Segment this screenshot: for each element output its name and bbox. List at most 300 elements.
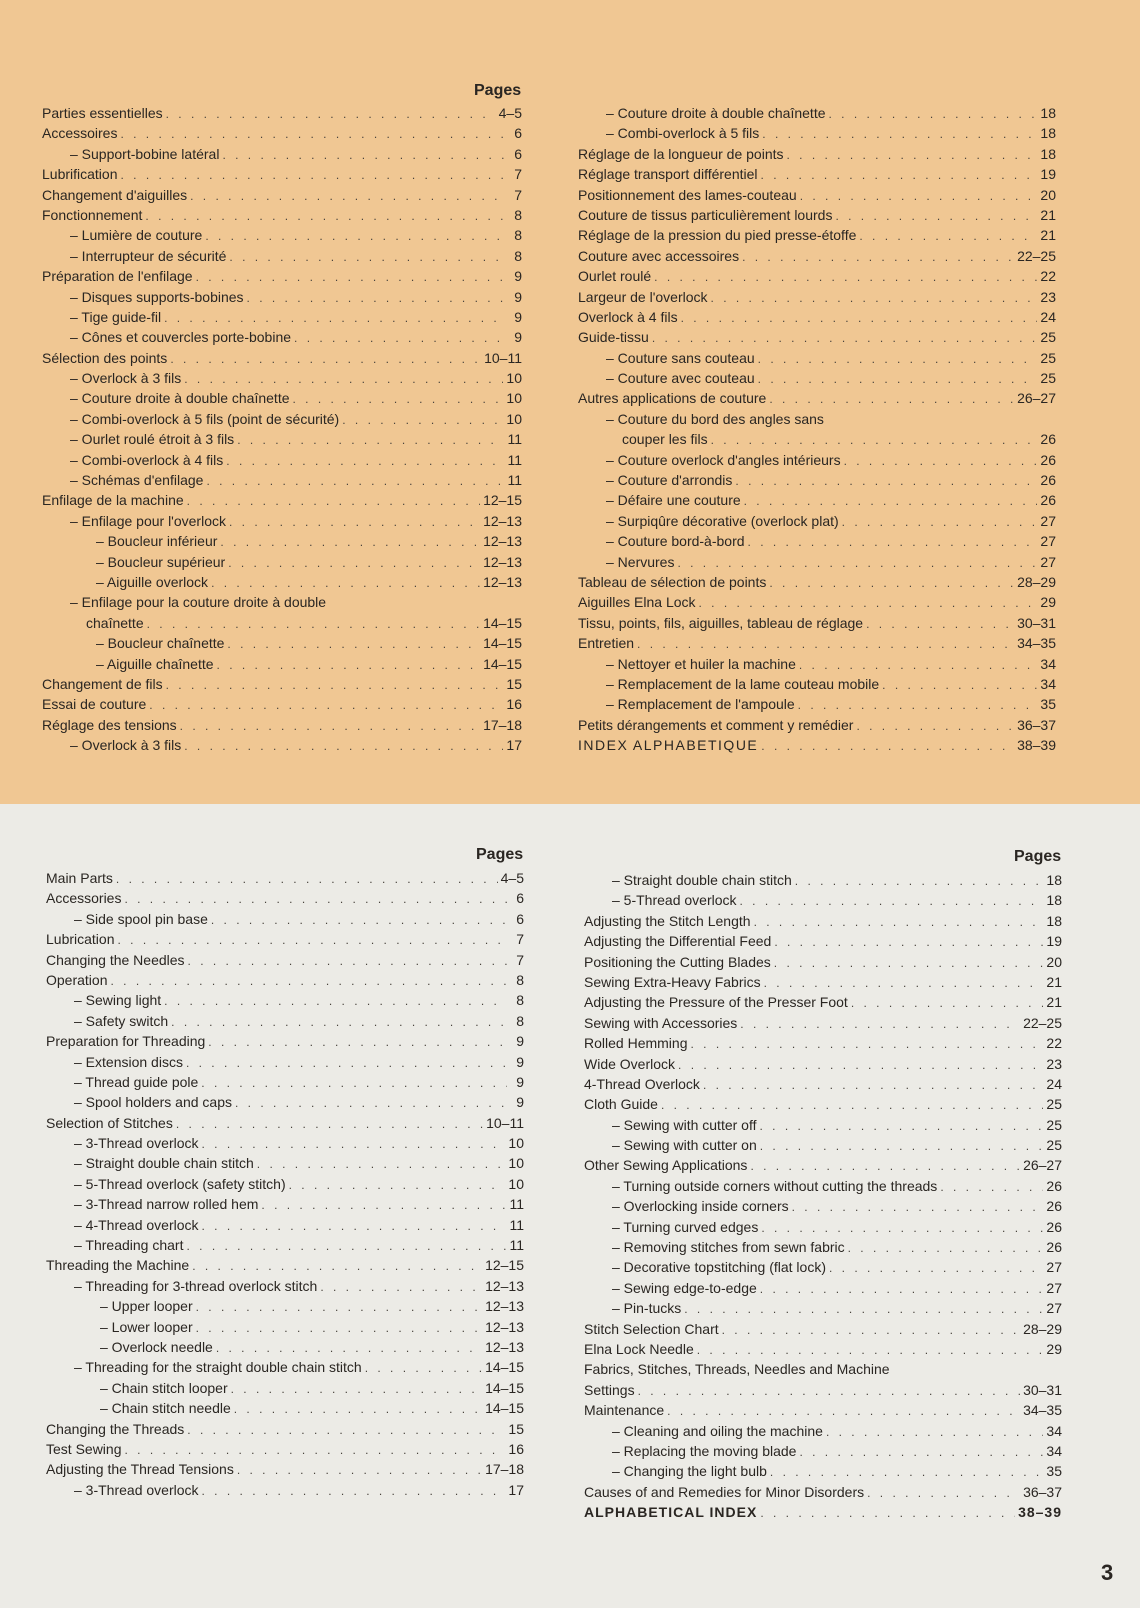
toc-entry-page: 19: [1046, 933, 1062, 950]
toc-entry-page: 21: [1046, 994, 1062, 1011]
toc-entry: [578, 654, 1056, 674]
toc-entry-title: – Aiguille chaînette: [96, 655, 214, 672]
toc-entry-title: 4-Thread Overlock: [584, 1075, 700, 1092]
toc-entry-page: 26–27: [1023, 1157, 1062, 1174]
toc-entry-title: Cloth Guide: [584, 1096, 658, 1113]
dot-leader: [237, 430, 504, 449]
toc-entry-page: 34: [1046, 1422, 1062, 1439]
dot-leader: [184, 736, 503, 755]
toc-entry: [584, 1237, 1062, 1257]
toc-entry-title: – Overlock à 3 fils: [70, 737, 182, 754]
dot-leader: [851, 993, 1044, 1012]
toc-entry-title: – Tige guide-fil: [70, 308, 162, 325]
toc-entry-title: Petits dérangements et comment y remédier: [578, 716, 854, 733]
toc-entry-title: – Decorative topstitching (flat lock): [612, 1259, 826, 1276]
toc-entry: [42, 592, 522, 612]
toc-entry-page: 38–39: [1017, 737, 1056, 754]
toc-entry: [42, 450, 522, 470]
toc-entry: [46, 1174, 524, 1194]
toc-entry-title: – Lumière de couture: [70, 227, 203, 244]
toc-entry-title: Adjusting the Differential Feed: [584, 933, 772, 950]
toc-entry: [578, 185, 1056, 205]
dot-leader: [147, 614, 480, 633]
toc-entry-page: 16: [508, 1440, 524, 1457]
toc-entry: [584, 1441, 1062, 1461]
toc-entry: [42, 470, 522, 490]
toc-entry-page: 23: [1040, 288, 1056, 305]
toc-entry-page: 18: [1040, 125, 1056, 142]
toc-entry-title: Selection of Stitches: [46, 1114, 173, 1131]
toc-entry: [42, 327, 522, 347]
toc-entry: [584, 1074, 1062, 1094]
toc-entry: [584, 1094, 1062, 1114]
toc-entry-page: 14–15: [485, 1359, 524, 1376]
dot-leader: [940, 1177, 1043, 1196]
dot-leader: [795, 871, 1044, 890]
toc-entry: [584, 1013, 1062, 1033]
toc-entry: [46, 1215, 524, 1235]
toc-entry-title: Autres applications de couture: [578, 390, 767, 407]
pages-heading-en-right: Pages: [1014, 848, 1062, 865]
toc-entry-page: 10–11: [486, 1114, 524, 1131]
toc-entry: [578, 429, 1056, 449]
dot-leader: [187, 1420, 505, 1439]
toc-entry-title: – Disques supports-bobines: [70, 288, 244, 305]
dot-leader: [289, 1175, 506, 1194]
toc-entry-title: Preparation for Threading: [46, 1033, 206, 1050]
dot-leader: [769, 573, 1014, 592]
toc-entry-page: 26–27: [1017, 390, 1056, 407]
toc-entry-title: – Combi-overlock à 5 fils (point de sécurité): [70, 410, 340, 427]
dot-leader: [149, 695, 503, 714]
toc-entry-page: 10: [506, 370, 522, 387]
toc-entry-title: Réglage des tensions: [42, 716, 177, 733]
toc-entry-title: – 3-Thread overlock: [74, 1135, 199, 1152]
toc-column-fr-left: [42, 103, 522, 756]
toc-entry-title: Changement d'aiguilles: [42, 186, 188, 203]
dot-leader: [228, 553, 480, 572]
dot-leader: [124, 889, 507, 908]
toc-entry: [42, 613, 522, 633]
toc-entry-page: 21: [1040, 227, 1056, 244]
toc-entry-title: Changement de fils: [42, 675, 163, 692]
dot-leader: [261, 1195, 506, 1214]
dot-leader: [220, 532, 480, 551]
toc-entry-page: 17–18: [485, 1461, 524, 1478]
toc-entry-title: – Combi-overlock à 5 fils: [606, 125, 760, 142]
toc-entry-page: 22–25: [1017, 247, 1056, 264]
toc-entry: [42, 633, 522, 653]
toc-entry-page: 12–13: [485, 1277, 524, 1294]
toc-entry: [46, 929, 524, 949]
toc-entry: [42, 185, 522, 205]
toc-entry-title: Main Parts: [46, 870, 113, 886]
toc-column-en-right: [584, 870, 1062, 1523]
dot-leader: [196, 1297, 482, 1316]
dot-leader: [867, 1483, 1020, 1502]
toc-entry-page: 11: [507, 472, 522, 489]
dot-leader: [735, 471, 1037, 490]
toc-entry-page: 25: [1040, 349, 1056, 366]
dot-leader: [211, 573, 480, 592]
toc-entry: [578, 490, 1056, 510]
toc-entry: [584, 1135, 1062, 1155]
dot-leader: [188, 951, 507, 970]
toc-entry-title: Settings: [584, 1381, 635, 1398]
toc-entry: [46, 1378, 524, 1398]
toc-entry: [578, 348, 1056, 368]
toc-entry: [46, 1480, 524, 1500]
toc-entry-title: – Extension discs: [74, 1053, 183, 1070]
toc-entry-title: – Overlock needle: [100, 1338, 213, 1355]
toc-entry-title: – 5-Thread overlock (safety stitch): [74, 1175, 286, 1192]
dot-leader: [798, 695, 1038, 714]
toc-entry-page: 10: [506, 410, 522, 427]
toc-entry-page: 12–13: [483, 512, 522, 529]
toc-entry: [578, 552, 1056, 572]
toc-entry-title: Tableau de sélection de points: [578, 573, 767, 590]
toc-entry-title: – Cônes et couvercles porte-bobine: [70, 329, 292, 346]
dot-leader: [699, 593, 1038, 612]
toc-entry-title: Operation: [46, 971, 108, 988]
dot-leader: [740, 1014, 1020, 1033]
toc-entry: [584, 992, 1062, 1012]
toc-entry-title: – Turning curved edges: [612, 1218, 759, 1235]
toc-entry-title: – Combi-overlock à 4 fils: [70, 451, 224, 468]
toc-entry-page: 4–5: [498, 105, 522, 121]
toc-entry-title: Sélection des points: [42, 349, 168, 366]
toc-entry: [584, 1319, 1062, 1339]
toc-entry: [584, 1278, 1062, 1298]
toc-entry-page: 7: [514, 166, 522, 183]
toc-entry: [46, 909, 524, 929]
toc-entry: [584, 1421, 1062, 1441]
toc-entry: [584, 1217, 1062, 1237]
toc-entry-title: – Sewing with cutter on: [612, 1137, 757, 1154]
toc-entry-title: – Sewing light: [74, 992, 162, 1009]
toc-entry: [578, 531, 1056, 551]
toc-entry: [578, 592, 1056, 612]
toc-entry-title: – Remplacement de la lame couteau mobile: [606, 675, 880, 692]
dot-leader: [202, 1481, 506, 1500]
toc-entry-title: Rolled Hemming: [584, 1035, 688, 1052]
toc-entry: [42, 246, 522, 266]
toc-entry-page: 36–37: [1017, 716, 1056, 733]
toc-entry-page: 14–15: [483, 614, 522, 631]
dot-leader: [748, 532, 1038, 551]
dot-leader: [759, 1116, 1043, 1135]
dot-leader: [678, 1055, 1043, 1074]
toc-entry-page: 34–35: [1023, 1402, 1062, 1419]
dot-leader: [226, 451, 504, 470]
toc-entry-page: 22–25: [1023, 1014, 1062, 1031]
dot-leader: [762, 124, 1037, 143]
toc-entry-title: – Boucleur chaînette: [96, 635, 225, 652]
toc-entry: [584, 890, 1062, 910]
toc-entry-page: 21: [1046, 973, 1062, 990]
toc-entry-page: 29: [1046, 1340, 1062, 1357]
toc-entry: [584, 1502, 1062, 1522]
dot-leader: [190, 186, 505, 205]
toc-entry-page: 12–13: [483, 573, 522, 590]
toc-entry: [578, 307, 1056, 327]
dot-leader: [764, 973, 1044, 992]
toc-entry: [42, 307, 522, 327]
dot-leader: [124, 1440, 505, 1459]
toc-entry: [42, 348, 522, 368]
toc-entry-title: – Enfilage pour l'overlock: [70, 512, 226, 529]
toc-entry-page: 21: [1040, 206, 1056, 223]
toc-entry-title: Accessoires: [42, 125, 118, 142]
toc-entry-title: Sewing with Accessories: [584, 1014, 738, 1031]
toc-entry-page: 11: [509, 1237, 524, 1254]
toc-entry-page: 17: [508, 1481, 524, 1498]
toc-entry-title: – Side spool pin base: [74, 910, 208, 927]
toc-entry-title: Lubrification: [42, 166, 118, 183]
toc-entry-page: 11: [509, 1216, 524, 1233]
toc-entry: [578, 164, 1056, 184]
dot-leader: [848, 1238, 1044, 1257]
pages-heading-fr: Pages: [474, 82, 522, 99]
toc-entry-page: 14–15: [485, 1379, 524, 1396]
toc-entry-title: – Spool holders and caps: [74, 1094, 232, 1111]
toc-entry-page: 12–13: [485, 1318, 524, 1335]
toc-entry-title: – 5-Thread overlock: [612, 892, 737, 909]
dot-leader: [742, 247, 1014, 266]
toc-entry: [42, 266, 522, 286]
toc-entry-page: 26: [1040, 492, 1056, 509]
toc-entry-page: 16: [506, 696, 522, 713]
dot-leader: [638, 1381, 1020, 1400]
toc-entry-page: 8: [514, 206, 522, 223]
dot-leader: [222, 145, 505, 164]
dot-leader: [120, 124, 505, 143]
toc-entry: [578, 735, 1056, 755]
toc-entry: [42, 735, 522, 755]
toc-entry-title: Tissu, points, fils, aiguilles, tableau de réglage: [578, 614, 864, 631]
toc-entry-title: Ourlet roulé: [578, 268, 652, 285]
toc-entry-title: Test Sewing: [46, 1440, 122, 1457]
toc-entry-page: 15: [506, 675, 522, 692]
toc-entry-page: 10: [508, 1135, 524, 1152]
toc-entry-title: – Upper looper: [100, 1298, 193, 1315]
toc-entry: [578, 388, 1056, 408]
toc-entry: [584, 1176, 1062, 1196]
toc-entry-page: 35: [1040, 696, 1056, 713]
toc-entry-title: – Boucleur inférieur: [96, 533, 218, 550]
dot-leader: [760, 1279, 1044, 1298]
toc-entry-page: 9: [516, 1033, 524, 1050]
dot-leader: [365, 1358, 482, 1377]
toc-entry-page: 9: [516, 1073, 524, 1090]
toc-entry-page: 34–35: [1017, 635, 1056, 652]
toc-entry: [46, 1419, 524, 1439]
dot-leader: [201, 1073, 507, 1092]
toc-entry-title: Enfilage de la machine: [42, 492, 184, 509]
dot-leader: [750, 1156, 1020, 1175]
dot-leader: [792, 1197, 1044, 1216]
dot-leader: [237, 1460, 482, 1479]
dot-leader: [320, 1277, 482, 1296]
toc-entry-title: Stitch Selection Chart: [584, 1320, 719, 1337]
toc-entry: [46, 1011, 524, 1031]
dot-leader: [684, 1299, 1043, 1318]
toc-entry: [42, 654, 522, 674]
toc-entry-page: 8: [516, 971, 524, 988]
toc-entry-page: 18: [1046, 912, 1062, 929]
toc-entry-page: 30–31: [1023, 1381, 1062, 1398]
toc-entry-title: – Safety switch: [74, 1012, 169, 1029]
dot-leader: [637, 634, 1014, 653]
toc-entry-page: 18: [1046, 892, 1062, 909]
toc-entry-title: Réglage de la longueur de points: [578, 145, 784, 162]
dot-leader: [799, 655, 1038, 674]
toc-entry: [578, 511, 1056, 531]
dot-leader: [697, 1340, 1044, 1359]
toc-entry-title: – 4-Thread overlock: [74, 1216, 199, 1233]
toc-entry-page: 9: [516, 1094, 524, 1111]
toc-entry-title: – Sewing edge-to-edge: [612, 1279, 757, 1296]
toc-entry-title: Réglage de la pression du pied presse-étoffe: [578, 227, 857, 244]
toc-entry-page: 24: [1046, 1075, 1062, 1092]
dot-leader: [247, 288, 505, 307]
toc-entry: [578, 633, 1056, 653]
pages-heading-en-left: Pages: [476, 846, 524, 863]
toc-entry-title: couper les fils: [622, 431, 708, 448]
toc-entry-title: Préparation de l'enfilage: [42, 268, 193, 285]
toc-entry-title: Entretien: [578, 635, 635, 652]
toc-entry: [42, 103, 522, 123]
toc-entry: [578, 368, 1056, 388]
toc-entry-title: – Défaire une couture: [606, 492, 741, 509]
toc-entry-title: – Changing the light bulb: [612, 1463, 767, 1480]
toc-entry: [46, 1337, 524, 1357]
toc-entry-title: – Boucleur supérieur: [96, 553, 226, 570]
toc-entry: [584, 1298, 1062, 1318]
dot-leader: [170, 349, 481, 368]
toc-entry-page: 14–15: [483, 635, 522, 652]
dot-leader: [202, 1134, 506, 1153]
dot-leader: [722, 1320, 1020, 1339]
dot-leader: [186, 1053, 507, 1072]
toc-entry: [578, 613, 1056, 633]
toc-entry: [578, 409, 1056, 429]
toc-entry: [42, 511, 522, 531]
toc-entry-title: Réglage transport différentiel: [578, 166, 758, 183]
toc-entry-title: Changing the Threads: [46, 1420, 185, 1437]
dot-leader: [703, 1075, 1043, 1094]
toc-entry: [46, 1255, 524, 1275]
toc-entry: [578, 715, 1056, 735]
toc-entry-page: 27: [1040, 533, 1056, 550]
toc-entry: [46, 1235, 524, 1255]
toc-entry-title: – Enfilage pour la couture droite à double: [70, 594, 327, 611]
toc-entry-title: – Couture avec couteau: [606, 370, 755, 387]
toc-entry-title: – Couture sans couteau: [606, 349, 755, 366]
toc-entry: [578, 694, 1056, 714]
toc-entry-page: 26: [1046, 1239, 1062, 1256]
toc-entry: [578, 144, 1056, 164]
toc-entry-page: 12–15: [483, 492, 522, 509]
toc-entry: [578, 327, 1056, 347]
toc-entry-page: 26: [1046, 1218, 1062, 1235]
dot-leader: [293, 389, 504, 408]
toc-entry: [584, 1155, 1062, 1175]
dot-leader: [116, 869, 498, 888]
toc-entry-title: Elna Lock Needle: [584, 1340, 694, 1357]
toc-entry-page: 17: [506, 737, 522, 754]
toc-entry: [42, 123, 522, 143]
toc-entry: [584, 1359, 1062, 1379]
toc-entry-title: – 3-Thread overlock: [74, 1481, 199, 1498]
dot-leader: [754, 912, 1044, 931]
toc-entry: [584, 1033, 1062, 1053]
toc-entry-title: – Support-bobine latéral: [70, 145, 220, 162]
toc-entry: [578, 123, 1056, 143]
toc-entry-title: Overlock à 4 fils: [578, 308, 678, 325]
dot-leader: [844, 451, 1038, 470]
toc-entry: [46, 1031, 524, 1051]
toc-entry-title: Lubrication: [46, 931, 115, 948]
toc-entry-title: – Nervures: [606, 553, 675, 570]
toc-entry: [584, 1400, 1062, 1420]
toc-entry: [578, 205, 1056, 225]
toc-entry-page: 12–15: [485, 1257, 524, 1274]
toc-entry-page: 6: [514, 145, 522, 162]
toc-entry: [578, 450, 1056, 470]
dot-leader: [342, 410, 503, 429]
toc-entry: [46, 1133, 524, 1153]
dot-leader: [760, 1503, 1015, 1522]
toc-entry: [46, 1052, 524, 1072]
toc-entry-page: 38–39: [1018, 1504, 1062, 1521]
toc-entry-title: – Cleaning and oiling the machine: [612, 1422, 823, 1439]
toc-entry-title: – Thread guide pole: [74, 1073, 199, 1090]
toc-entry-title: Causes of and Remedies for Minor Disorders: [584, 1483, 865, 1500]
toc-entry-title: Largeur de l'overlock: [578, 288, 708, 305]
toc-entry-page: 22: [1040, 268, 1056, 285]
toc-entry: [46, 1194, 524, 1214]
toc-entry-page: 25: [1046, 1096, 1062, 1113]
toc-entry-title: Accessories: [46, 890, 122, 907]
dot-leader: [121, 165, 506, 184]
toc-entry-title: Parties essentielles: [42, 105, 163, 121]
dot-leader: [842, 512, 1038, 531]
toc-entry-page: 10: [508, 1175, 524, 1192]
toc-entry-title: Fabrics, Stitches, Threads, Needles and Machine: [584, 1361, 890, 1378]
toc-entry-title: Fonctionnement: [42, 206, 143, 223]
toc-entry-page: 7: [516, 951, 524, 968]
toc-entry: [42, 409, 522, 429]
toc-entry: [46, 888, 524, 908]
dot-leader: [761, 736, 1014, 755]
toc-entry: [42, 144, 522, 164]
dot-leader: [164, 308, 505, 327]
toc-entry-title: Essai de couture: [42, 696, 147, 713]
toc-entry-page: 8: [516, 992, 524, 1009]
dot-leader: [774, 953, 1044, 972]
dot-leader: [835, 206, 1037, 225]
toc-entry: [46, 1398, 524, 1418]
toc-entry-title: – Aiguille overlock: [96, 573, 209, 590]
dot-leader: [205, 226, 505, 245]
dot-leader: [677, 553, 1037, 572]
dot-leader: [711, 430, 1038, 449]
toc-entry-page: 11: [507, 451, 522, 468]
toc-entry: [46, 868, 524, 888]
toc-entry-page: 7: [516, 931, 524, 948]
toc-entry-page: 18: [1046, 872, 1062, 888]
